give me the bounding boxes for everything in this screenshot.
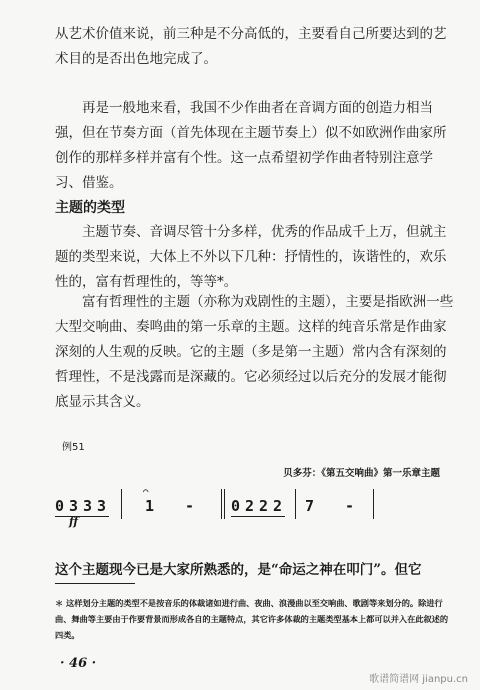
barline (121, 489, 122, 519)
barline (295, 489, 296, 519)
beam-line (231, 516, 285, 517)
note: 3 (83, 497, 93, 515)
beam-line (55, 516, 109, 517)
note: 3 (97, 497, 107, 515)
footnote (55, 595, 455, 643)
note: 7 (305, 497, 315, 515)
page-number: · 46 · (60, 656, 97, 671)
paragraph-2-text: 再是一般地来看，我国不少作曲者在音调方面的创造力相当强，但在节奏方面（首先体现在主题节奏上）似不如欧洲作曲家所创作的那样多样并富有个性。这一点希望初学作曲者特别注意学习、借鉴。 (55, 100, 447, 191)
paragraph-4 (55, 290, 455, 415)
paragraph-3 (55, 220, 455, 295)
paragraph-2 (55, 96, 455, 196)
paragraph-3-text: 主题节奏、音调尽管十分多样，优秀的作品成千上万，但就主题的类型来说，大体上不外以下几种：抒情性的，诙谐性的，欢乐性的，富有哲理性的，等等*。 (55, 224, 447, 290)
paragraph-4-text: 富有哲理性的主题（亦称为戏剧性的主题），主要是指欧洲一些大型交响曲、奏鸣曲的第一乐章的主题。这样的纯音乐常是作曲家深刻的人生观的反映。它的主题（多是第一主题）常内含有深刻的哲理性，不是浅露而是深藏的。它必须经过以后充分的发展才能彻底显示其含义。 (55, 294, 454, 410)
example-caption: 贝多芬：《第五交响曲》第一乐章主题 (283, 468, 440, 479)
fermata-mark: ⌒ (143, 487, 149, 497)
footnote-text: ＊ 这样划分主题的类型不是按音乐的体裁诸如进行曲、夜曲、浪漫曲以至交响曲、歌剧等来划分的。除进行曲、舞曲等主要由于作要背景而形成各自的主题特点，其它许多体裁的主题类型基本上都可以并入在此叙述的四类。 (55, 598, 449, 640)
watermark: 歌谱简谱网 jianpu.cn (369, 674, 468, 685)
barline (221, 489, 222, 519)
paragraph-1 (55, 22, 455, 72)
note: 3 (69, 497, 79, 515)
note: - (345, 497, 355, 515)
jianpu-score (55, 485, 455, 530)
note: 2 (245, 497, 255, 515)
example-label: 例51 (62, 442, 85, 453)
dynamic-marking: ff (69, 515, 79, 528)
barline (373, 489, 374, 519)
note: 2 (273, 497, 283, 515)
note: 0 (55, 497, 65, 515)
paragraph-1-text: 从艺术价值来说，前三种是不分高低的，主要看自己所要达到的艺术目的是否出色地完成了。 (55, 26, 447, 67)
continuation-line: 这个主题现今已是大家所熟悉的，是“命运之神在叩门”。但它 (55, 562, 422, 578)
note: 2 (259, 497, 269, 515)
footnote-divider (55, 583, 135, 584)
note: - (185, 497, 195, 515)
note: 0 (231, 497, 241, 515)
note: 1 (145, 497, 155, 515)
section-heading: 主题的类型 (55, 200, 125, 216)
barline (224, 489, 225, 519)
